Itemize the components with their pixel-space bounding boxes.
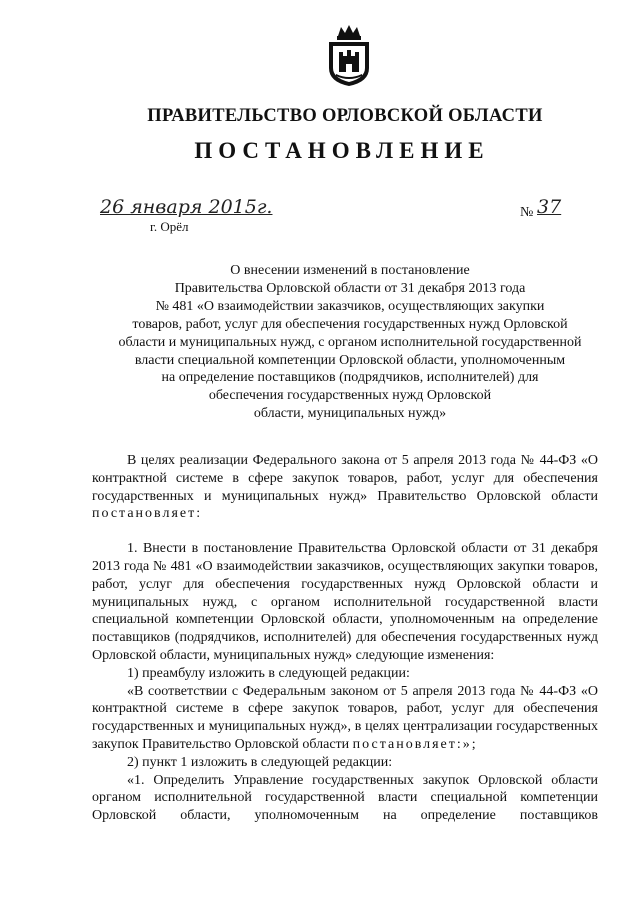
subject-line: О внесении изменений в постановление <box>230 263 470 278</box>
document-date: 26 января 2015г. <box>100 196 273 218</box>
subject-line: товаров, работ, услуг для обеспечения государственных нужд Орловской <box>132 316 568 332</box>
subject-line: обеспечения государственных нужд Орловской <box>208 388 492 404</box>
document-subject <box>80 262 620 423</box>
document-city: г. Орёл <box>150 219 189 234</box>
subitem-1-paragraph: 1) преамбулу изложить в следующей редакции: <box>127 665 410 681</box>
document-number: 37 <box>537 196 562 218</box>
item-1-paragraph: 1. Внести в постановление Правительства Орловской области от 31 декабря 2013 года № 481 «О взаимодействии заказчиков, осуществляющих закупки товаров, работ, услуг для обеспечения государственных нужд Орловской области и муниципальных нужд, с органом исполнительной государственной власти специальной компетенции Орловской области, уполномоченным на определение поставщиков (подрядчиков, исполнителей) для обеспечения государственных нужд Орловской области, муниципальных нужд» следующие изменения: <box>92 541 598 663</box>
quote-1-paragraph <box>92 683 598 754</box>
preamble-verb: постановляет: <box>92 506 203 522</box>
organization-name: ПРАВИТЕЛЬСТВО ОРЛОВСКОЙ ОБЛАСТИ <box>147 106 543 126</box>
document-body <box>92 452 598 825</box>
subject-line: области, муниципальных нужд» <box>253 406 447 422</box>
coat-of-arms-icon <box>324 24 374 88</box>
quote-2-paragraph: «1. Определить Управление государственных закупок Орловской области органом исполнительной государственной власти специальной компетенции Орловской области, уполномоченным на определение поставщиков <box>92 772 598 824</box>
document-type-title: ПОСТАНОВЛЕНИЕ <box>194 138 490 163</box>
document-number-label: № <box>520 205 534 220</box>
preamble-text: В целях реализации Федерального закона от 5 апреля 2013 года № 44-ФЗ «О контрактной системе в сфере закупок товаров, работ, услуг для обеспечения государственных и муниципальных нужд» Правительство Орловской области <box>92 453 598 504</box>
subitem-2-paragraph: 2) пункт 1 изложить в следующей редакции: <box>127 754 393 770</box>
subject-line: Правительства Орловской области от 31 декабря 2013 года <box>174 280 526 296</box>
subject-line: на определение поставщиков (подрядчиков, исполнителей) для <box>161 370 539 386</box>
preamble-paragraph <box>92 452 598 523</box>
subject-line: № 481 «О взаимодействии заказчиков, осуществляющих закупки <box>155 298 545 314</box>
quote-1-verb: постановляет:»; <box>352 736 478 752</box>
quote-1-text: «В соответствии с Федеральным законом от 5 апреля 2013 года № 44-ФЗ «О контрактной системе в сфере закупок товаров, работ, услуг для обеспечения государственных и муниципальных нужд», в целях централизации государственных закупок Правительство Орловской области <box>92 683 598 752</box>
subject-line: власти специальной компетенции Орловской области, уполномоченным <box>134 352 566 368</box>
subject-line: области и муниципальных нужд, с органом исполнительной государственной <box>118 334 582 350</box>
